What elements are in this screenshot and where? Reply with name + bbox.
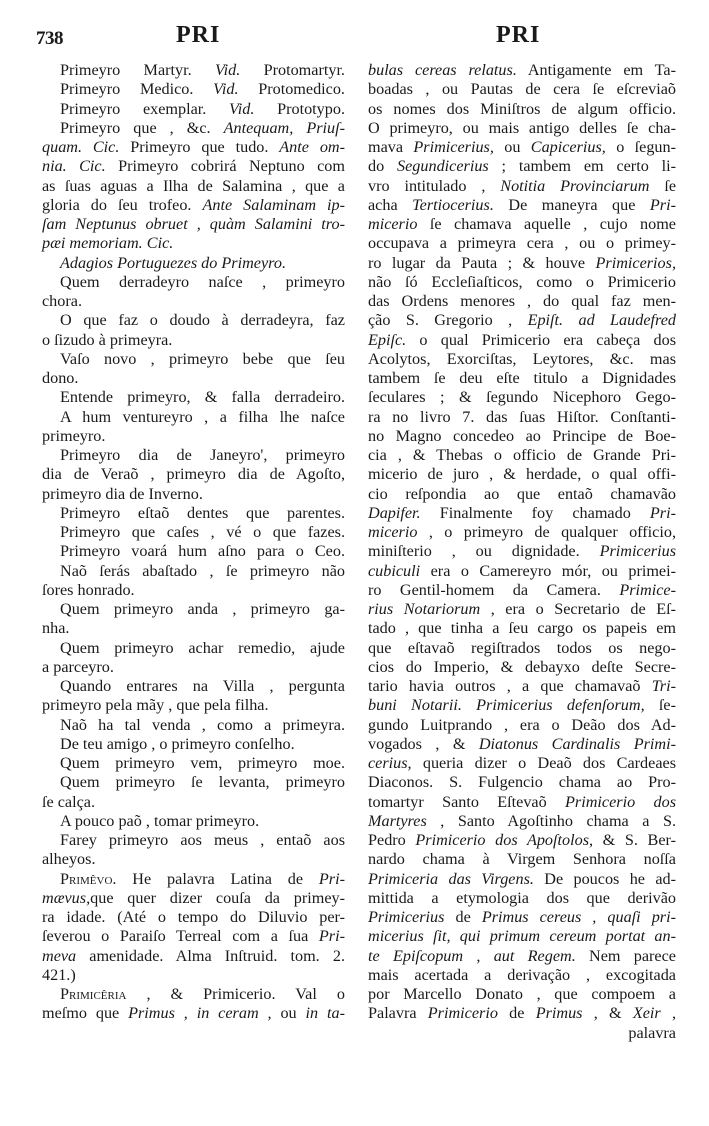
- text-line: [368, 369, 676, 388]
- text-segment: a parceyro.: [42, 657, 114, 676]
- text-segment: , era o Secretario de Eſ-: [480, 600, 676, 618]
- text-line: [42, 408, 345, 427]
- text-segment: das Ordens menores , do qual faz men-: [368, 292, 676, 310]
- text-segment: Naõ ſerás abaſtado , ſe primeyro não: [60, 561, 345, 580]
- italic-text: Xeir: [632, 1004, 661, 1023]
- text-line: [42, 966, 345, 985]
- text-segment: ro lugar da Pauta ; & houve: [368, 253, 596, 272]
- text-segment: do: [368, 157, 398, 176]
- text-segment: Protomartyr.: [240, 61, 345, 79]
- text-line: [42, 196, 345, 215]
- text-segment: gundo Luitprando , era o Deão dos Ad-: [368, 715, 676, 734]
- text-segment: Naõ ha tal venda , como a primeyra.: [60, 715, 345, 734]
- text-segment: Entende primeyro, & falla derradeiro.: [60, 388, 345, 407]
- text-line: [42, 581, 345, 600]
- italic-text: Pri-: [649, 503, 676, 522]
- text-segment: A hum ventureyro , a filha lhe naſce: [60, 407, 345, 426]
- text-line: [368, 215, 676, 234]
- text-line: [42, 446, 345, 465]
- text-line: [368, 870, 676, 889]
- text-segment: por Marcello Donato , que compoem a: [368, 985, 676, 1003]
- text-line: [42, 215, 345, 234]
- text-segment: Palavra: [368, 1004, 428, 1023]
- text-segment: ou: [271, 1004, 306, 1023]
- text-segment: cia , & Thebas o officio de Grande Pri-: [368, 446, 676, 464]
- text-segment: amenidade. Alma Inſtruid. tom. 2.: [76, 946, 345, 965]
- text-line: [42, 234, 345, 253]
- text-segment: Acolytos, Exorciſtas, Leytores, &c. mas: [368, 349, 676, 368]
- text-segment: De maneyra que: [493, 195, 650, 214]
- italic-text: quam. Cic.: [42, 138, 120, 156]
- italic-text: Adagios Portuguezes do Primeyro.: [60, 253, 287, 272]
- text-line: [368, 234, 676, 253]
- italic-text: Primicerius,: [413, 138, 494, 156]
- text-segment: ; tambem em certo li-: [488, 157, 677, 176]
- text-segment: de: [497, 1004, 536, 1023]
- text-line: [368, 100, 676, 119]
- text-line: [368, 850, 676, 869]
- italic-text: Vid.: [214, 61, 241, 79]
- text-line: [42, 985, 345, 1004]
- text-line: [368, 562, 676, 581]
- text-segment: meſmo que: [42, 1004, 129, 1023]
- italic-text: pæi memoriam. Cic.: [42, 234, 174, 253]
- text-segment: primeyro dia de Inverno.: [42, 484, 203, 503]
- text-segment: ro Gentil-homem da Camera.: [368, 580, 620, 599]
- text-line: [368, 985, 676, 1004]
- italic-text: cerius,: [368, 754, 412, 772]
- text-line: [368, 446, 676, 465]
- text-segment: ra no livro 7. das ſuas Hiſtor. Conſtanti-: [368, 407, 676, 426]
- text-segment: mava: [368, 138, 414, 156]
- text-segment: cio reſpondia ao que entaõ chamavão: [368, 484, 676, 503]
- text-segment: ra idade. (Até o tempo do Diluvio per-: [42, 908, 345, 926]
- text-segment: era o Camereyro mór, ou primei-: [420, 561, 676, 580]
- text-segment: Primeyro exemplar.: [60, 99, 230, 118]
- text-segment: , Santo Agoſtinho chama a S.: [426, 811, 676, 830]
- text-segment: Antigamente em Ta-: [516, 61, 677, 79]
- text-segment: primeyro pela mãy , que pela filha.: [42, 696, 269, 715]
- italic-text: bulas cereas relatus.: [368, 61, 517, 79]
- text-line: [42, 600, 345, 619]
- text-line: [368, 735, 676, 754]
- text-line: [368, 504, 676, 523]
- text-line: [368, 465, 676, 484]
- text-line: [42, 331, 345, 350]
- italic-text: micerio: [368, 215, 418, 233]
- text-segment: o ſegun-: [605, 138, 676, 156]
- text-segment: ou: [493, 138, 531, 156]
- italic-text: Epiſt. ad Laudefred: [527, 311, 676, 330]
- text-line: [368, 331, 676, 350]
- text-line: [42, 427, 345, 446]
- text-line: [368, 311, 676, 330]
- text-segment: Pedro: [368, 831, 416, 849]
- text-segment: acha: [368, 195, 413, 214]
- text-segment: Primeyro eſtaõ dentes que parentes.: [60, 503, 345, 522]
- text-line: [42, 927, 345, 946]
- text-line: [368, 119, 676, 138]
- text-line: [368, 696, 676, 715]
- text-line: [368, 793, 676, 812]
- text-line: [368, 177, 676, 196]
- italic-text: Primus cereus , quaſi pri-: [481, 908, 676, 926]
- text-line: [42, 311, 345, 330]
- text-line: [368, 927, 676, 946]
- text-line: [368, 1024, 676, 1043]
- italic-text: Primice-: [619, 580, 676, 599]
- text-segment: Quem derradeyro naſce , primeyro: [60, 272, 345, 291]
- text-line: [368, 427, 676, 446]
- text-segment: A pouco paõ , tomar primeyro.: [60, 811, 260, 830]
- text-line: [368, 677, 676, 696]
- text-line: [42, 1004, 345, 1023]
- text-line: [42, 947, 345, 966]
- text-segment: Prototypo.: [254, 99, 345, 118]
- text-line: [368, 408, 676, 427]
- text-segment: Nem parece: [575, 946, 676, 965]
- text-line: [42, 677, 345, 696]
- text-segment: tario havia outros , a que chamavaõ: [368, 677, 652, 695]
- text-segment: Quem primeyro anda , primeyro ga-: [60, 600, 345, 618]
- text-line: [42, 273, 345, 292]
- text-line: [42, 812, 345, 831]
- text-segment: palavra: [628, 1023, 676, 1042]
- text-segment: ſe calça.: [42, 792, 96, 811]
- text-segment: alheyos.: [42, 850, 96, 869]
- text-line: [42, 754, 345, 773]
- text-line: [42, 157, 345, 176]
- italic-text: Primicerios,: [595, 253, 676, 272]
- italic-text: Vid.: [213, 80, 239, 99]
- text-line: [42, 369, 345, 388]
- text-line: [368, 196, 676, 215]
- italic-text: Primicerio: [427, 1004, 498, 1023]
- text-segment: ſores honrado.: [42, 580, 135, 599]
- text-line: [42, 908, 345, 927]
- text-segment: vogados , &: [368, 734, 479, 753]
- text-segment: as ſuas aguas a Ilha de Salamina , que a: [42, 176, 345, 195]
- entry-headword: Primicêria: [60, 985, 127, 1003]
- italic-text: micerio: [368, 523, 418, 541]
- text-line: [42, 831, 345, 850]
- text-line: [368, 773, 676, 792]
- text-line: [42, 119, 345, 138]
- text-segment: nardo chama à Virgem Senhora noſſa: [368, 850, 676, 869]
- italic-text: te Epiſcopum , aut Regem.: [368, 946, 576, 965]
- text-segment: tado , que tinha a ſeu cargo os papeis em: [368, 619, 676, 638]
- text-line: [368, 1004, 676, 1023]
- text-segment: Farey primeyro aos meus , entaõ aos: [60, 831, 345, 849]
- text-line: [42, 177, 345, 196]
- running-head-right: PRI: [496, 22, 541, 48]
- text-line: [42, 254, 345, 273]
- text-segment: 421.): [42, 965, 76, 984]
- text-segment: Protomedico.: [238, 80, 345, 99]
- text-segment: o qual Primicerio era cabeça dos: [406, 330, 676, 349]
- text-line: [368, 812, 676, 831]
- text-line: [368, 292, 676, 311]
- text-segment: micerio de juro , & herdade, o qual offi-: [368, 465, 676, 484]
- text-segment: no Magno concedeo ao Principe de Boe-: [368, 426, 676, 445]
- text-line: [42, 773, 345, 792]
- text-segment: O primeyro, ou mais antigo delles ſe cha-: [368, 118, 676, 137]
- text-segment: Primeyro que tudo.: [119, 138, 280, 156]
- italic-text: Antequam, Priuſ-: [223, 118, 345, 137]
- text-line: [368, 273, 676, 292]
- text-segment: que eſtavaõ regiſtrados todos os nego-: [368, 638, 676, 657]
- text-segment: ção S. Gregorio ,: [368, 311, 528, 330]
- text-line: [42, 504, 345, 523]
- italic-text: mævus,: [42, 888, 91, 907]
- italic-text: Tri-: [651, 677, 676, 695]
- text-line: [368, 138, 676, 157]
- text-segment: He palavra Latina de: [116, 869, 319, 888]
- text-segment: De poucos he ad-: [533, 869, 676, 888]
- text-segment: De teu amigo , o primeyro conſelho.: [60, 734, 295, 753]
- text-line: [368, 889, 676, 908]
- text-segment: mittida a etymologia dos que derivão: [368, 888, 676, 907]
- italic-text: ſam Neptunus obruet , quàm Salamini tro-: [42, 215, 345, 233]
- text-line: [42, 793, 345, 812]
- italic-text: Vid.: [229, 99, 255, 118]
- italic-text: Primus: [535, 1004, 583, 1023]
- text-line: [368, 716, 676, 735]
- text-segment: ſe chamava aquelle , cujo nome: [417, 215, 676, 233]
- italic-text: Diatonus Cardinalis Primi-: [478, 734, 676, 753]
- text-segment: os nomes dos Miniſtros de algum officio.: [368, 99, 676, 118]
- text-line: [368, 966, 676, 985]
- text-line: [42, 292, 345, 311]
- text-line: [42, 138, 345, 157]
- italic-text: Ante Salaminam ip-: [202, 195, 345, 214]
- italic-text: micerius ſit, qui primum cereum portat an-: [368, 927, 676, 946]
- text-line: [42, 619, 345, 638]
- text-segment: Primeyro que caſes , vé o que fazes.: [60, 523, 345, 541]
- text-line: [368, 485, 676, 504]
- italic-text: meva: [42, 946, 77, 965]
- italic-text: buni Notarii. Primicerius defenſorum,: [368, 696, 645, 715]
- text-segment: dia de Veraõ , primeyro dia de Agoſto,: [42, 465, 345, 484]
- text-segment: Primeyro cobrirá Neptuno com: [105, 157, 345, 176]
- text-segment: dono.: [42, 369, 79, 387]
- text-segment: miniſterio , ou dignidade.: [368, 542, 600, 561]
- text-line: [42, 80, 345, 99]
- text-line: [368, 254, 676, 273]
- text-line: [42, 735, 345, 754]
- italic-text: Pri-: [318, 869, 345, 888]
- text-line: [42, 523, 345, 542]
- text-segment: Finalmente foy chamado: [420, 503, 650, 522]
- text-line: [368, 639, 676, 658]
- text-segment: gloria do ſeu trofeo.: [42, 195, 203, 214]
- text-segment: de: [444, 908, 482, 926]
- text-segment: ,: [660, 1004, 677, 1023]
- text-line: [42, 889, 345, 908]
- text-segment: boadas , ou Pautas de cera ſe eſcreviaõ: [368, 80, 676, 99]
- entry-headword: Primêvo.: [60, 869, 117, 888]
- italic-text: Dapifer.: [368, 503, 421, 522]
- text-line: [42, 542, 345, 561]
- italic-text: Primicerio dos: [565, 792, 676, 811]
- text-segment: nha.: [42, 619, 70, 638]
- right-column: [368, 61, 676, 1043]
- text-line: [368, 831, 676, 850]
- text-line: [42, 658, 345, 677]
- italic-text: Pri-: [649, 195, 676, 214]
- text-segment: não ſó Eccleſiaſticos, como o Primicerio: [368, 272, 676, 291]
- text-line: [42, 100, 345, 119]
- text-line: [368, 581, 676, 600]
- text-line: [42, 61, 345, 80]
- italic-text: Primicerio dos Apoſtolos,: [415, 831, 594, 849]
- italic-text: in ta-: [305, 1004, 346, 1023]
- text-line: [42, 850, 345, 869]
- italic-text: rius Notariorum: [368, 600, 481, 618]
- text-line: [42, 716, 345, 735]
- text-segment: Quem primeyro ſe levanta, primeyro: [60, 773, 345, 792]
- text-line: [368, 600, 676, 619]
- text-segment: primeyro.: [42, 426, 106, 445]
- text-segment: Primeyro Medico.: [60, 80, 214, 99]
- text-line: [368, 754, 676, 773]
- text-segment: Primeyro dia de Janeyro', primeyro: [60, 446, 345, 464]
- text-line: [42, 696, 345, 715]
- page-number: 738: [36, 28, 63, 49]
- text-segment: tambem ſe deu eſte titulo a Dignidades: [368, 369, 676, 387]
- italic-text: Notitia Provinciarum: [500, 176, 650, 195]
- text-segment: , &: [582, 1004, 633, 1023]
- italic-text: cubiculi: [368, 561, 421, 580]
- text-segment: ſe: [649, 176, 677, 195]
- text-segment: cios do Imperio, & debayxo deſte Secre-: [368, 657, 676, 676]
- left-column: [42, 61, 345, 1024]
- text-segment: vro intitulado ,: [368, 176, 501, 195]
- text-segment: que quer dizer couſa da primey-: [90, 888, 345, 907]
- text-line: [42, 639, 345, 658]
- text-segment: Quando entrares na Villa , pergunta: [60, 677, 345, 695]
- italic-text: Primicerius: [599, 542, 676, 561]
- italic-text: Tertiocerius.: [412, 195, 494, 214]
- text-line: [368, 157, 676, 176]
- text-line: [368, 350, 676, 369]
- text-line: [42, 388, 345, 407]
- text-segment: o ſizudo à primeyra.: [42, 330, 173, 349]
- text-line: [42, 485, 345, 504]
- italic-text: Epiſc.: [368, 330, 407, 349]
- text-line: [42, 562, 345, 581]
- text-segment: Primeyro voará hum aſno para o Ceo.: [60, 542, 345, 561]
- text-line: [368, 542, 676, 561]
- text-line: [368, 80, 676, 99]
- text-segment: ſe-: [644, 696, 677, 715]
- text-segment: , & Primicerio. Val o: [126, 985, 345, 1003]
- text-line: [368, 388, 676, 407]
- text-segment: Primeyro que , &c.: [60, 118, 224, 137]
- text-line: [42, 870, 345, 889]
- text-segment: ſeverou o Paraiſo Terreal com a ſua: [42, 927, 319, 946]
- text-segment: ſeculares ; & ſegundo Nicephoro Gego-: [368, 388, 676, 407]
- italic-text: Primus , in ceram ,: [128, 1004, 272, 1023]
- text-line: [368, 658, 676, 677]
- text-segment: mais acertada a derivação , excogitada: [368, 965, 676, 984]
- italic-text: Ante om-: [279, 138, 345, 156]
- italic-text: Pri-: [318, 927, 345, 946]
- text-segment: occupava a primeyra cera , ou o primey-: [368, 234, 676, 253]
- italic-text: Martyres: [368, 811, 427, 830]
- text-segment: tomartyr Santo Eſtevaõ: [368, 792, 566, 811]
- text-segment: O que faz o doudo à derradeyra, faz: [60, 311, 345, 330]
- text-segment: , o primeyro de qualquer officio,: [417, 523, 676, 541]
- text-segment: Quem primeyro vem, primeyro moe.: [60, 754, 345, 772]
- page-header: [0, 20, 709, 56]
- italic-text: Segundicerius: [397, 157, 489, 176]
- text-line: [368, 908, 676, 927]
- text-segment: Quem primeyro achar remedio, ajude: [60, 638, 345, 657]
- text-segment: chora.: [42, 292, 82, 310]
- text-line: [368, 947, 676, 966]
- text-segment: Primeyro Martyr.: [60, 61, 215, 79]
- italic-text: Capicerius,: [530, 138, 606, 156]
- text-line: [42, 465, 345, 484]
- text-line: [368, 523, 676, 542]
- text-segment: queria dizer o Deaõ dos Cardeaes: [411, 754, 676, 772]
- text-segment: & S. Ber-: [593, 831, 676, 849]
- italic-text: Primicerius: [368, 908, 445, 926]
- running-head-left: PRI: [176, 22, 221, 48]
- text-line: [368, 619, 676, 638]
- text-line: [42, 350, 345, 369]
- text-line: [368, 61, 676, 80]
- text-segment: Vaſo novo , primeyro bebe que ſeu: [60, 349, 345, 368]
- italic-text: Primiceria das Virgens.: [368, 869, 534, 888]
- text-segment: Diaconos. S. Fulgencio chama ao Pro-: [368, 773, 676, 792]
- italic-text: nia. Cic.: [42, 157, 106, 176]
